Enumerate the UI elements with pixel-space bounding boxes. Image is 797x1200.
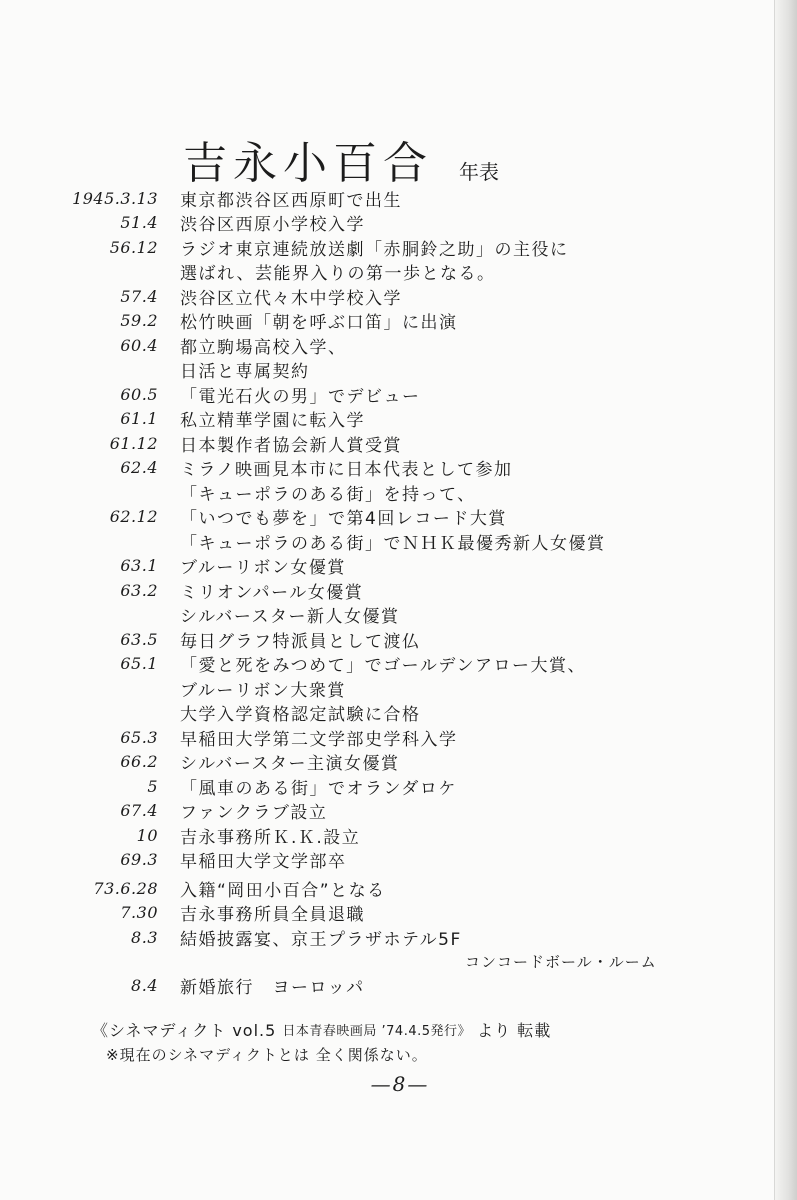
entry-text: ブルーリボン女優賞 [180,558,346,579]
entry-text: 日活と専属契約 [180,362,310,383]
entry-date: 60.5 [120,384,158,404]
chronology-row [0,309,770,334]
entry-text: ミリオンパール女優賞 [180,582,364,603]
document-subtitle: 年表 [459,160,499,184]
chronology-row [0,676,770,701]
entry-text: 早稲田大学第二文学部史学科入学 [180,729,458,750]
source-citation [0,1016,770,1042]
entry-text: 都立駒場高校入学、 [180,337,347,358]
entry-text: 「風車のある街」でオランダロケ [180,778,457,799]
chronology-row [0,186,770,211]
entry-text: ラジオ東京連続放送劇「赤胴鈴之助」の主役に [180,239,569,260]
entry-date: 59.2 [120,311,158,331]
chronology-row [0,382,770,407]
entry-text: 日本製作者協会新人賞受賞 [180,435,402,456]
entry-date: 8.4 [131,976,158,996]
source-suffix: より 転載 [477,1020,552,1040]
entry-text: ミラノ映画見本市に日本代表として参加 [180,460,513,481]
entry-date: 60.4 [120,335,158,355]
venue-line: コンコードボール・ルーム [465,953,657,971]
chronology-row [0,505,770,530]
entry-text: 私立精華学園に転入学 [180,411,365,432]
entry-text: 入籍“岡田小百合”となる [180,880,386,901]
chronology-row [0,925,770,950]
chronology-list-later [0,876,770,998]
chronology-row [0,333,770,358]
chronology-row [0,799,770,824]
entry-text: ファンクラブ設立 [180,803,328,824]
entry-date: 67.4 [120,801,158,821]
entry-text: 「電光石火の男」でデビュー [180,386,421,407]
entry-date: 63.2 [120,580,158,600]
chronology-list [0,186,770,872]
chronology-row [0,578,770,603]
entry-text: 結婚披露宴、京王プラザホテル5F [180,929,462,950]
entry-text: 吉永事務所Ｋ.Ｋ.設立 [180,827,361,848]
document-title: 吉永小百合 [183,138,433,189]
entry-date: 61.1 [120,409,158,429]
page-edge-shadow [774,0,797,1200]
source-publisher: 日本青春映画局 ’74.4.5発行》 [282,1023,472,1039]
chronology-row [0,652,770,677]
source-note: ※現在のシネマディクトとは 全く関係ない。 [106,1045,428,1064]
chronology-row [0,974,770,999]
source-prefix: 《シネマディクト vol.5 [92,1020,277,1040]
chronology-row [0,529,770,554]
title-block [183,126,499,189]
entry-text: シルバースター新人女優賞 [180,607,400,628]
entry-text: 渋谷区立代々木中学校入学 [180,288,402,309]
chronology-row [0,603,770,628]
chronology-row [0,701,770,726]
chronology-row [0,358,770,383]
entry-text: 毎日グラフ特派員として渡仏 [180,631,421,652]
chronology-row [0,901,770,926]
chronology-row [0,848,770,873]
entry-date: 1945.3.13 [72,188,158,208]
entry-date: 63.1 [120,556,158,576]
entry-date: 73.6.28 [93,878,158,898]
page-number: —8— [370,1072,430,1096]
entry-text: ブルーリボン大衆賞 [180,680,346,701]
chronology-row [0,407,770,432]
entry-date: 61.12 [109,433,158,453]
entry-text: 大学入学資格認定試験に合格 [180,705,421,726]
entry-text: 「愛と死をみつめて」でゴールデンアロー大賞、 [180,656,586,677]
entry-text: 東京都渋谷区西原町で出生 [180,190,402,211]
chronology-row [0,431,770,456]
entry-text: 早稲田大学文学部卒 [180,852,347,873]
entry-text: 選ばれ、芸能界入りの第一歩となる。 [180,264,496,285]
entry-text: 松竹映画「朝を呼ぶ口笛」に出演 [180,313,458,334]
entry-date: 69.3 [120,850,158,870]
entry-date: 65.1 [120,654,158,674]
entry-date: 62.12 [109,507,158,527]
entry-text: 「キューポラのある街」を持って、 [180,484,476,505]
entry-date: 51.4 [120,213,158,233]
chronology-row [0,627,770,652]
entry-date: 5 [147,776,158,796]
entry-text: 「いつでも夢を」で第4回レコード大賞 [180,509,507,530]
chronology-row [0,750,770,775]
entry-text: 吉永事務所員全員退職 [180,905,365,926]
entry-date: 8.3 [131,927,158,947]
entry-date: 10 [136,825,158,845]
entry-date: 7.30 [120,903,158,923]
chronology-row [0,774,770,799]
chronology-row [0,876,770,901]
entry-text: 「キューポラのある街」でＮＨＫ最優秀新人女優賞 [180,533,606,554]
entry-date: 62.4 [120,458,158,478]
entry-date: 56.12 [109,237,158,257]
chronology-row [0,554,770,579]
entry-text: 新婚旅行 ヨーロッパ [180,978,365,999]
chronology-row [0,260,770,285]
entry-date: 57.4 [120,286,158,306]
entry-text: シルバースター主演女優賞 [180,754,400,775]
chronology-row [0,823,770,848]
entry-text: 渋谷区西原小学校入学 [180,215,365,236]
chronology-row [0,211,770,236]
entry-date: 63.5 [120,629,158,649]
chronology-row [0,235,770,260]
chronology-row [0,456,770,481]
chronology-row [0,480,770,505]
entry-date: 66.2 [120,752,158,772]
entry-date: 65.3 [120,727,158,747]
chronology-row [0,725,770,750]
chronology-row [0,284,770,309]
source-footer [0,1016,770,1066]
